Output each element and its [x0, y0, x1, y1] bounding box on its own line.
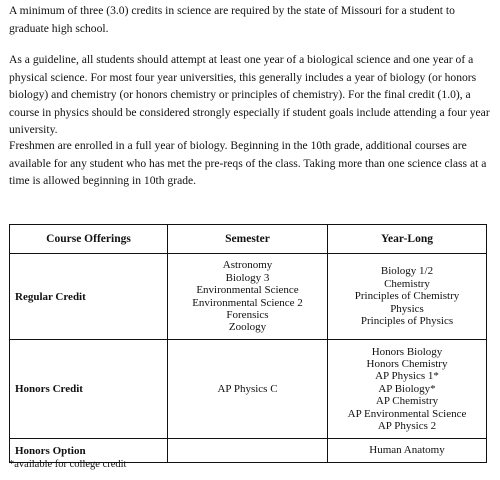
course-item: AP Physics 2: [377, 420, 437, 433]
table-row: [10, 340, 487, 439]
course-item: Biology 3: [225, 271, 270, 284]
course-item: AP Physics C: [217, 382, 278, 395]
course-item: Chemistry: [384, 277, 430, 290]
course-item: Environmental Science: [196, 284, 299, 297]
header-semester: Semester: [168, 225, 328, 254]
course-item: Honors Biology: [371, 345, 443, 358]
yearlong-cell: [328, 439, 487, 463]
course-item: Biology 1/2: [380, 265, 434, 278]
course-item: Astronomy: [222, 259, 273, 272]
course-item: AP Biology*: [378, 382, 436, 395]
row-label: Honors Credit: [10, 340, 168, 439]
header-course-offerings: Course Offerings: [10, 225, 168, 254]
course-item: Principles of Chemistry: [354, 290, 460, 303]
course-item: Principles of Physics: [360, 315, 454, 328]
course-item: AP Physics 1*: [375, 370, 439, 383]
semester-cell: [168, 340, 328, 439]
header-year-long: Year-Long: [328, 225, 487, 254]
guideline-paragraph: As a guideline, all students should attempt at least one year of a biological science and one year of a physical science. For most four year universities, this generally includes a year of biology (or honors biology) and chemistry (or honors chemistry or principles of chemistry). For the final credit (1.0), a course in physics should be considered strongly especially if student goals include attending a four year university.: [9, 53, 490, 136]
course-item: Physics: [390, 302, 424, 315]
yearlong-cell: [328, 340, 487, 439]
intro-paragraph: A minimum of three (3.0) credits in science are required by the state of Missouri for a student to graduate high school.: [9, 4, 455, 35]
course-item: AP Environmental Science: [347, 407, 467, 420]
table-header-row: [10, 225, 487, 254]
course-item: Honors Chemistry: [366, 357, 448, 370]
table-row: [10, 254, 487, 340]
course-item: Forensics: [226, 308, 269, 321]
footnote: *available for college credit: [9, 459, 127, 470]
freshmen-paragraph: Freshmen are enrolled in a full year of biology. Beginning in the 10th grade, additional courses are available for any student who has met the pre-reqs of the class. Taking more than one science class at a time is allowed beginning in 10th grade.: [9, 139, 487, 187]
course-offerings-table: [9, 224, 487, 463]
course-item: Zoology: [228, 321, 267, 334]
course-item: Environmental Science 2: [192, 296, 303, 309]
semester-cell: [168, 439, 328, 463]
row-label: Regular Credit: [10, 254, 168, 340]
course-item: Human Anatomy: [369, 444, 445, 457]
row-label: Honors Option: [10, 439, 168, 463]
yearlong-cell: [328, 254, 487, 340]
semester-cell: [168, 254, 328, 340]
course-item: AP Chemistry: [375, 395, 439, 408]
